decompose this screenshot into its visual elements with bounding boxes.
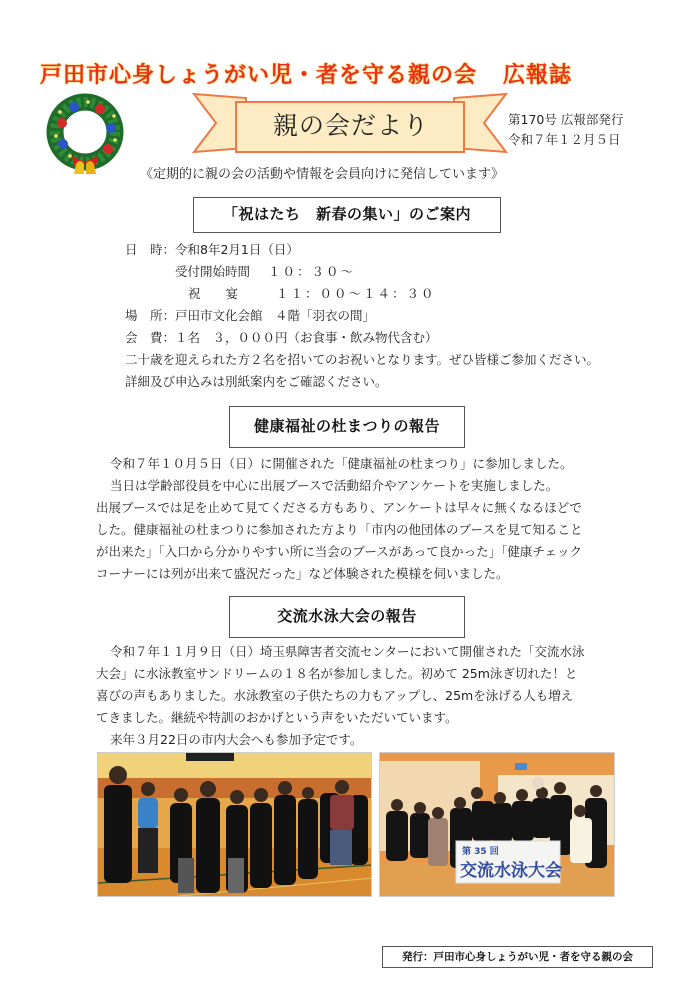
reception-label: 受付開始時間: [175, 264, 251, 279]
issue-info: [508, 110, 658, 150]
fee-row: [125, 328, 438, 346]
paragraph: 二十歳を迎えられた方２名を招いてのお祝いとなります。ぜひ皆様ご参加ください。: [125, 352, 600, 367]
paragraph-line: 来年３月22日の市内大会へも参加予定です。: [110, 732, 363, 747]
venue-row: [125, 306, 375, 324]
date-value: 令和8年2月1日（日）: [175, 242, 299, 257]
organization-title: 戸田市心身しょうがい児・者を守る親の会: [40, 63, 478, 88]
newsletter-name: 親の会だより: [272, 111, 429, 140]
section-heading-swimming-meet: 交流水泳大会の報告: [229, 596, 465, 638]
paragraph-line: 当日は学齢部役員を中心に出展ブースで活動紹介やアンケートを実施しました。: [110, 478, 559, 493]
photo-gym-participants-lineup: [97, 752, 372, 897]
reception-time: １０：３０～: [268, 264, 356, 279]
paragraph-line: が出来た」「入口から分かりやすい所に当会のブースがあって良かった」「健康チェック: [96, 544, 583, 559]
fee-value: １名 ３，０００円（お食事・飲み物代含む）: [175, 330, 438, 345]
tagline: 《定期的に親の会の活動や情報を会員向けに発信しています》: [140, 167, 505, 182]
photo-group-with-sign: [379, 752, 615, 897]
publisher-footer: 発行：戸田市心身しょうがい児・者を守る親の会: [382, 946, 653, 968]
paragraph-line: てきました。継続や特訓のおかげという声をいただいています。: [96, 710, 458, 725]
paragraph-line: コーナーには列が出来て盛況だった」など体験された模様を伺いました。: [96, 566, 509, 581]
paragraph: 詳細及び申込みは別紙案内をご確認ください。: [125, 374, 388, 389]
party-time: １１：００～１４：３０: [276, 286, 436, 301]
christmas-wreath-icon: [44, 92, 126, 180]
sign-edition: 第 35 回: [462, 847, 499, 857]
issue-number: 第170号 広報部発行: [508, 112, 624, 127]
reception-time-row: [175, 262, 355, 280]
issue-date: 令和７年１２月５日: [508, 132, 621, 147]
venue-label: 場 所：: [125, 308, 176, 323]
party-label: 祝 宴: [188, 286, 239, 301]
publication-type: 広報誌: [503, 63, 573, 88]
fee-label: 会 費：: [125, 330, 176, 345]
paragraph-line: した。健康福祉の杜まつりに参加された方より「市内の他団体のブースを見て知ること: [96, 522, 583, 537]
paragraph-line: 大会」に水泳教室サンドリームの１８名が参加しました。初めて 25m泳ぎ切れた！と: [96, 666, 578, 681]
party-time-row: [188, 284, 436, 302]
sign-event-name: 交流水泳大会: [460, 861, 562, 881]
date-label: 日 時：: [125, 242, 176, 257]
paragraph-line: 令和７年１１月９日（日）埼玉県障害者交流センターにおいて開催された「交流水泳: [110, 644, 585, 659]
organization-masthead: [40, 58, 680, 90]
paragraph-line: 出展ブースでは足を止めて見てくださる方もあり、アンケートは早々に無くなるほどで: [96, 500, 582, 515]
section-heading-new-year-gathering: 「祝はたち 新春の集い」のご案内: [193, 197, 501, 233]
paragraph-line: 令和７年１０月５日（日）に開催された「健康福祉の杜まつり」に参加しました。: [110, 456, 573, 471]
section-heading-health-festival: 健康福祉の杜まつりの報告: [229, 406, 465, 448]
paragraph-line: 喜びの声もありました。水泳教室の子供たちの力もアップし、25mを泳げる人も増え: [96, 688, 574, 703]
event-date-row: [125, 240, 299, 258]
venue-value: 戸田市文化会館 ４階「羽衣の間」: [175, 308, 376, 323]
